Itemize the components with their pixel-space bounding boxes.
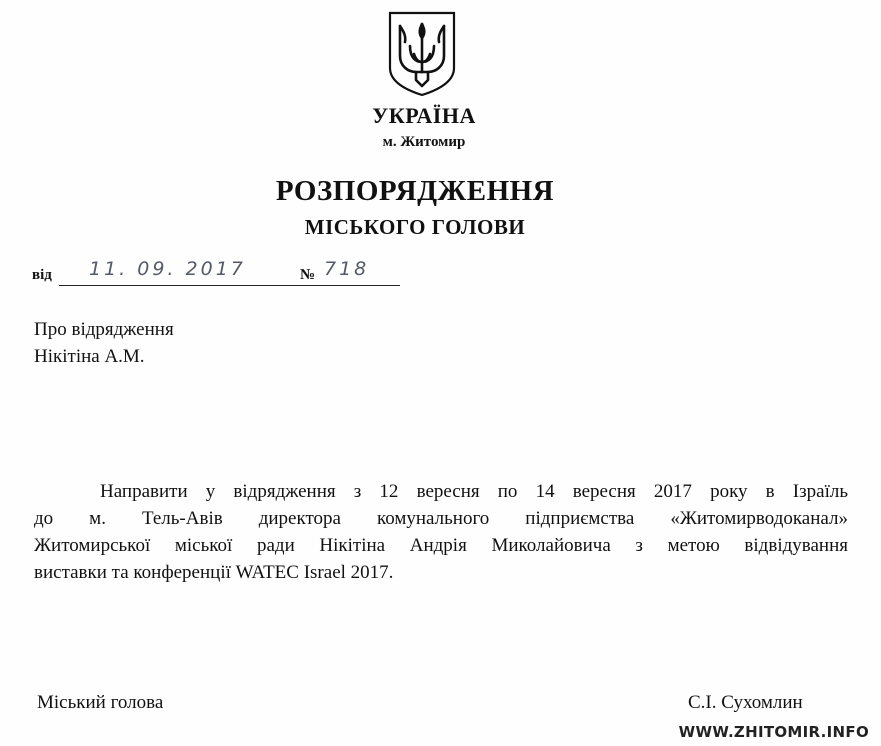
body-line: Направити у відрядження з 12 вересня по 14 вересня 2017 року в Ізраїль	[100, 481, 848, 502]
body-line: Житомирської міської ради Нікітіна Андрія Миколайовича з метою відвідування	[34, 535, 848, 556]
coat-of-arms-trident-icon	[386, 10, 458, 98]
body-line: виставки та конференції WATEC Israel 2017.	[34, 562, 394, 583]
signatory-name: С.І. Сухомлин	[688, 692, 803, 713]
signatory-title: Міський голова	[37, 692, 164, 713]
body-line: до м. Тель-Авів директора комунального підприємства «Житомирводоканал»	[34, 508, 848, 529]
handwritten-number: 718	[324, 258, 370, 280]
handwritten-date: 11. 09. 2017	[89, 258, 246, 280]
country-title: УКРАЇНА	[372, 103, 476, 128]
city-subtitle: м. Житомир	[382, 134, 466, 150]
date-field	[59, 258, 327, 286]
subject-block	[34, 316, 174, 370]
document-type-heading: РОЗПОРЯДЖЕННЯ	[275, 175, 555, 207]
subject-line: Нікітіна А.М.	[34, 346, 145, 367]
subject-line: Про відрядження	[34, 319, 174, 340]
number-label: №	[300, 267, 316, 283]
number-field	[318, 258, 400, 286]
site-watermark: WWW.ZHITOMIR.INFO	[678, 723, 869, 741]
order-body	[34, 478, 848, 586]
document-author-heading: МІСЬКОГО ГОЛОВИ	[304, 215, 526, 239]
date-number-line	[32, 258, 412, 288]
date-label: від	[32, 267, 52, 283]
